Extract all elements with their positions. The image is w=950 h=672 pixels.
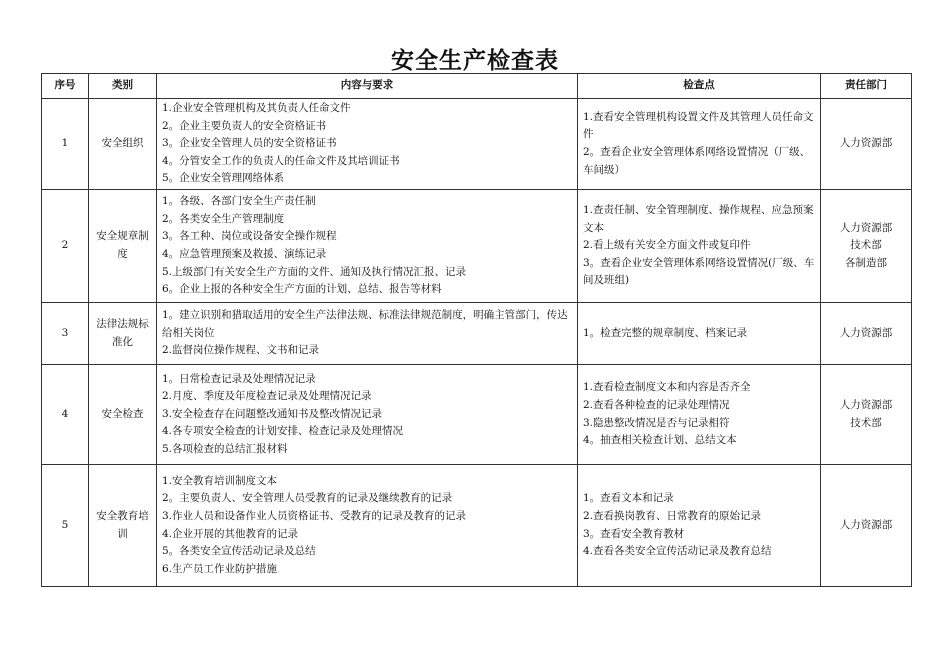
- row-no: 1: [42, 99, 89, 190]
- check-item: 1.查看安全管理机构设置文件及其管理人员任命文件: [583, 110, 814, 141]
- content-item: 1.安全教育培训制度文本: [162, 474, 278, 487]
- check-item: 3。查看企业安全管理体系网络设置情况(厂级、车间及班组): [583, 256, 815, 287]
- header-no: 序号: [42, 74, 89, 99]
- department-name: 人力资源部: [839, 326, 893, 339]
- row-content: [157, 465, 578, 587]
- content-item: 3。企业安全管理人员的安全资格证书: [162, 137, 337, 150]
- row-checkpoint: [578, 190, 821, 303]
- content-item: 3.安全检查存在问题整改通知书及整改情况记录: [162, 407, 383, 420]
- table-row: [42, 190, 912, 303]
- row-department: [821, 365, 912, 465]
- department-name: 技术部: [850, 239, 882, 252]
- content-item: 4。分管安全工作的负责人的任命文件及其培训证书: [162, 154, 400, 167]
- check-item: 4.查看各类安全宣传活动记录及教育总结: [583, 545, 772, 558]
- header-department: 责任部门: [821, 74, 912, 99]
- check-item: 2.看上级有关安全方面文件或复印件: [583, 239, 751, 252]
- content-item: 2.监督岗位操作规程、文书和记录: [162, 344, 320, 357]
- content-item: 2。各类安全生产管理制度: [162, 212, 285, 225]
- header-checkpoint: 检查点: [578, 74, 821, 99]
- table-row: [42, 99, 912, 190]
- check-item: 4。抽查相关检查计划、总结文本: [583, 434, 737, 447]
- check-item: 2.查看换岗教育、日常教育的原始记录: [583, 509, 762, 522]
- row-checkpoint: [578, 465, 821, 587]
- row-no: 3: [42, 303, 89, 365]
- table-row: [42, 365, 912, 465]
- content-item: 4.企业开展的其他教育的记录: [162, 527, 299, 540]
- check-item: 3.隐患整改情况是否与记录相符: [583, 416, 730, 429]
- check-item: 1.查看检查制度文本和内容是否齐全: [583, 381, 751, 394]
- row-content: [157, 365, 578, 465]
- table-row: [42, 303, 912, 365]
- content-item: 5。各类安全宣传活动记录及总结: [162, 545, 316, 558]
- row-department: [821, 190, 912, 303]
- row-content: [157, 303, 578, 365]
- content-item: 2.月度、季度及年度检查记录及处理情况记录: [162, 390, 372, 403]
- content-item: 1。各级、各部门安全生产责任制: [162, 195, 316, 208]
- row-department: [821, 303, 912, 365]
- table-row: [42, 465, 912, 587]
- content-item: 1。建立识别和猎取适用的安全生产法律法规、标准法律规范制度，明确主管部门，传达给相关岗位: [162, 309, 568, 339]
- content-item: 5.各项检查的总结汇报材料: [162, 442, 288, 455]
- content-item: 3。各工种、岗位或设备安全操作规程: [162, 230, 337, 243]
- row-category: 安全组织: [89, 99, 157, 190]
- row-checkpoint: [578, 99, 821, 190]
- check-item: 1。检查完整的规章制度、档案记录: [583, 326, 748, 339]
- page-title: 安全生产检查表: [391, 48, 559, 74]
- inspection-table: [41, 73, 912, 587]
- content-item: 5。企业安全管理网络体系: [162, 172, 285, 185]
- department-name: 人力资源部: [839, 137, 893, 150]
- check-item: 1。查看文本和记录: [583, 492, 674, 505]
- content-item: 5.上级部门有关安全生产方面的文件、通知及执行情况汇报、记录: [162, 265, 467, 278]
- content-item: 4。应急管理预案及救援、演练记录: [162, 248, 327, 260]
- row-no: 4: [42, 365, 89, 465]
- content-item: 1。日常检查记录及处理情况记录: [162, 372, 316, 385]
- check-item: 2。查看企业安全管理体系网络设置情况（厂级、车间级）: [583, 146, 811, 176]
- department-name: 人力资源部: [839, 398, 893, 411]
- row-category: 安全检查: [89, 365, 157, 465]
- department-name: 各制造部: [845, 256, 887, 269]
- check-item: 2.查看各种检查的记录处理情况: [583, 398, 730, 411]
- content-item: 1.企业安全管理机构及其负责人任命文件: [162, 102, 351, 115]
- content-item: 2。主要负责人、安全管理人员受教育的记录及继续教育的记录: [162, 492, 453, 505]
- row-checkpoint: [578, 365, 821, 465]
- row-category: 法律法规标准化: [89, 303, 157, 365]
- content-item: 3.作业人员和设备作业人员资格证书、受教育的记录及教育的记录: [162, 509, 467, 522]
- header-category: 类别: [89, 74, 157, 99]
- header-content: 内容与要求: [157, 74, 578, 99]
- check-item: 3。查看安全教育教材: [583, 527, 685, 540]
- row-no: 5: [42, 465, 89, 587]
- row-no: 2: [42, 190, 89, 303]
- row-department: [821, 465, 912, 587]
- content-item: 4.各专项安全检查的计划安排、检查记录及处理情况: [162, 425, 404, 438]
- row-checkpoint: [578, 303, 821, 365]
- content-item: 6。企业上报的各种安全生产方面的计划、总结、报告等材料: [162, 283, 442, 296]
- table-header-row: [42, 74, 912, 99]
- department-name: 技术部: [850, 416, 882, 429]
- content-item: 6.生产员工作业防护措施: [162, 562, 278, 575]
- department-name: 人力资源部: [839, 221, 893, 234]
- row-category: 安全规章制度: [89, 190, 157, 303]
- row-category: 安全教育培训: [89, 465, 157, 587]
- row-content: [157, 190, 578, 303]
- department-name: 人力资源部: [839, 518, 893, 531]
- row-content: [157, 99, 578, 190]
- content-item: 2。企业主要负责人的安全资格证书: [162, 119, 327, 132]
- row-department: [821, 99, 912, 190]
- check-item: 1.查责任制、安全管理制度、操作规程、应急预案文本: [583, 204, 814, 234]
